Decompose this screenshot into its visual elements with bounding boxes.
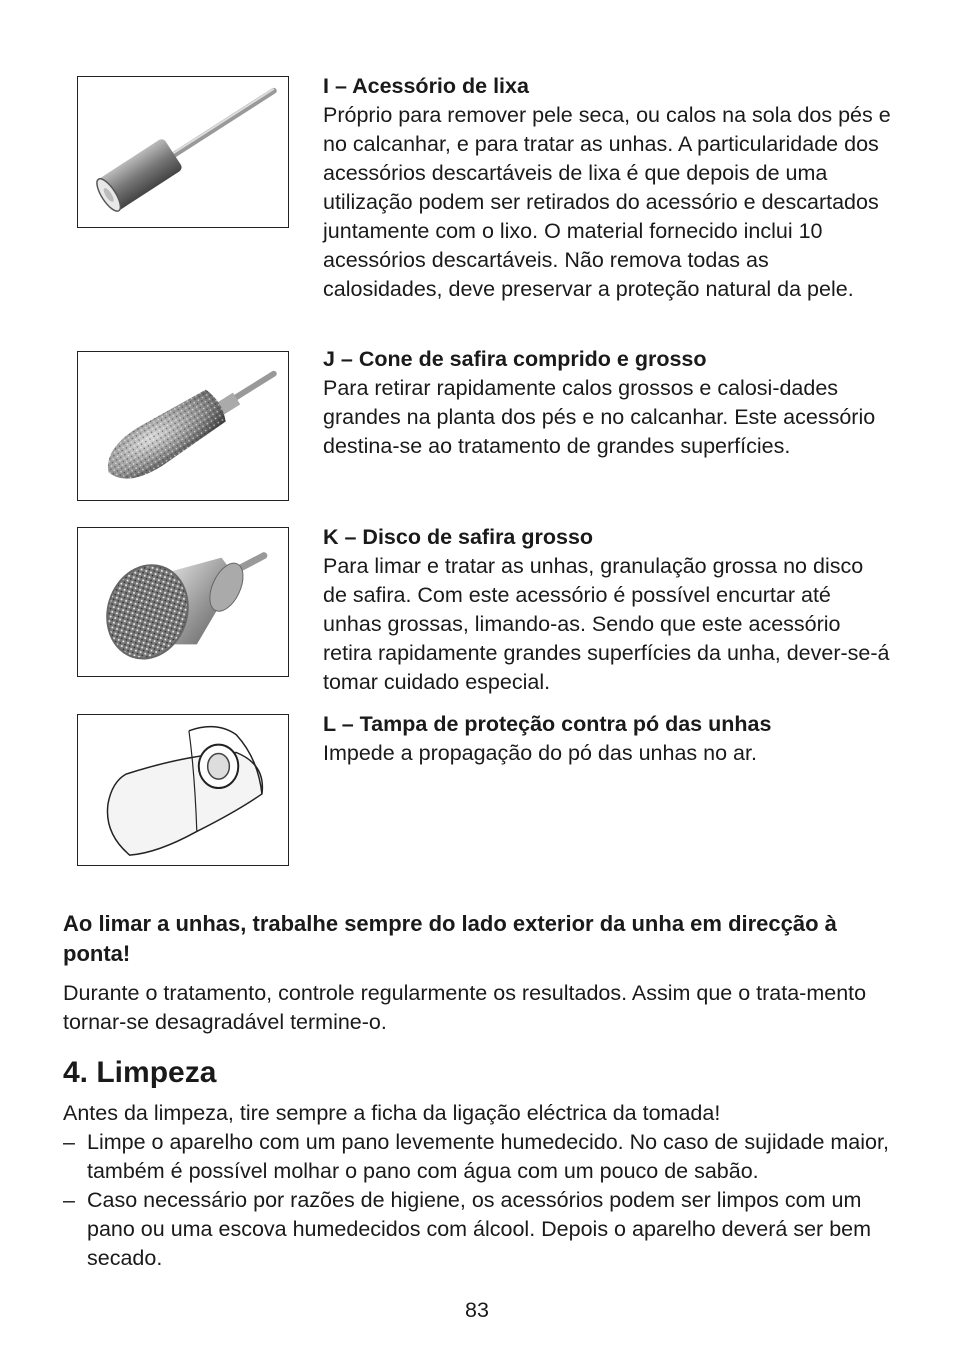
sapphire-disc-image <box>77 527 289 677</box>
list-item-text: Caso necessário por razões de higiene, os acessórios podem ser limpos com um pano ou uma escova humedecidos com álcool. Depois o aparelho deverá ser bem secado. <box>87 1188 872 1270</box>
accessory-j-text <box>323 345 893 461</box>
treatment-note: Durante o tratamento, controle regularmente os resultados. Assim que o trata-mento tornar-se desagradável termine-o. <box>63 981 867 1034</box>
sapphire-cone-image <box>77 351 289 501</box>
accessory-description: Impede a propagação do pó das unhas no ar. <box>323 741 757 765</box>
section-heading-cleaning: 4. Limpeza <box>63 1056 217 1089</box>
dash-bullet: – <box>63 1130 75 1154</box>
accessory-description: Para limar e tratar as unhas, granulação grossa no disco de safira. Com este acessório é possível encurtar até unhas grossas, limando-as. Sendo que este acessório retira rapidamente grandes superfícies da unha, dever-se-á tomar cuidado especial. <box>323 554 890 694</box>
accessory-k-text <box>323 523 893 697</box>
list-item <box>63 1186 893 1273</box>
accessory-title: L – Tampa de proteção contra pó das unhas <box>323 712 772 736</box>
accessory-description: Próprio para remover pele seca, ou calos na sola dos pés e no calcanhar, e para tratar as unhas. A particularidade dos acessórios descartáveis de lixa é que depois de uma utilização podem ser retirados do acessório e descartados juntamente com o lixo. O material fornecido inclui 10 acessórios descartáveis. Não remova todas as calosidades, deve preservar a proteção natural da pele. <box>323 103 891 301</box>
page-number: 83 <box>465 1298 489 1322</box>
filing-warning: Ao limar a unhas, trabalhe sempre do lado exterior da unha em direcção à ponta! <box>63 911 837 966</box>
sanding-accessory-image <box>77 76 289 228</box>
cleaning-list <box>63 1128 893 1273</box>
dust-cap-image <box>77 714 289 866</box>
cleaning-intro: Antes da limpeza, tire sempre a ficha da ligação eléctrica da tomada! <box>63 1101 721 1125</box>
accessory-i-text <box>323 72 893 304</box>
accessory-description: Para retirar rapidamente calos grossos e calosi-dades grandes na planta dos pés e no calcanhar. Este acessório destina-se ao tratamento de grandes superfícies. <box>323 376 876 458</box>
accessory-title: K – Disco de safira grosso <box>323 525 594 549</box>
list-item <box>63 1128 893 1186</box>
accessory-title: J – Cone de safira comprido e grosso <box>323 347 707 371</box>
dash-bullet: – <box>63 1188 75 1212</box>
list-item-text: Limpe o aparelho com um pano levemente humedecido. No caso de sujidade maior, também é possível molhar o pano com água com um pouco de sabão. <box>87 1130 889 1183</box>
accessory-title: I – Acessório de lixa <box>323 74 529 98</box>
accessory-l-text <box>323 710 893 768</box>
